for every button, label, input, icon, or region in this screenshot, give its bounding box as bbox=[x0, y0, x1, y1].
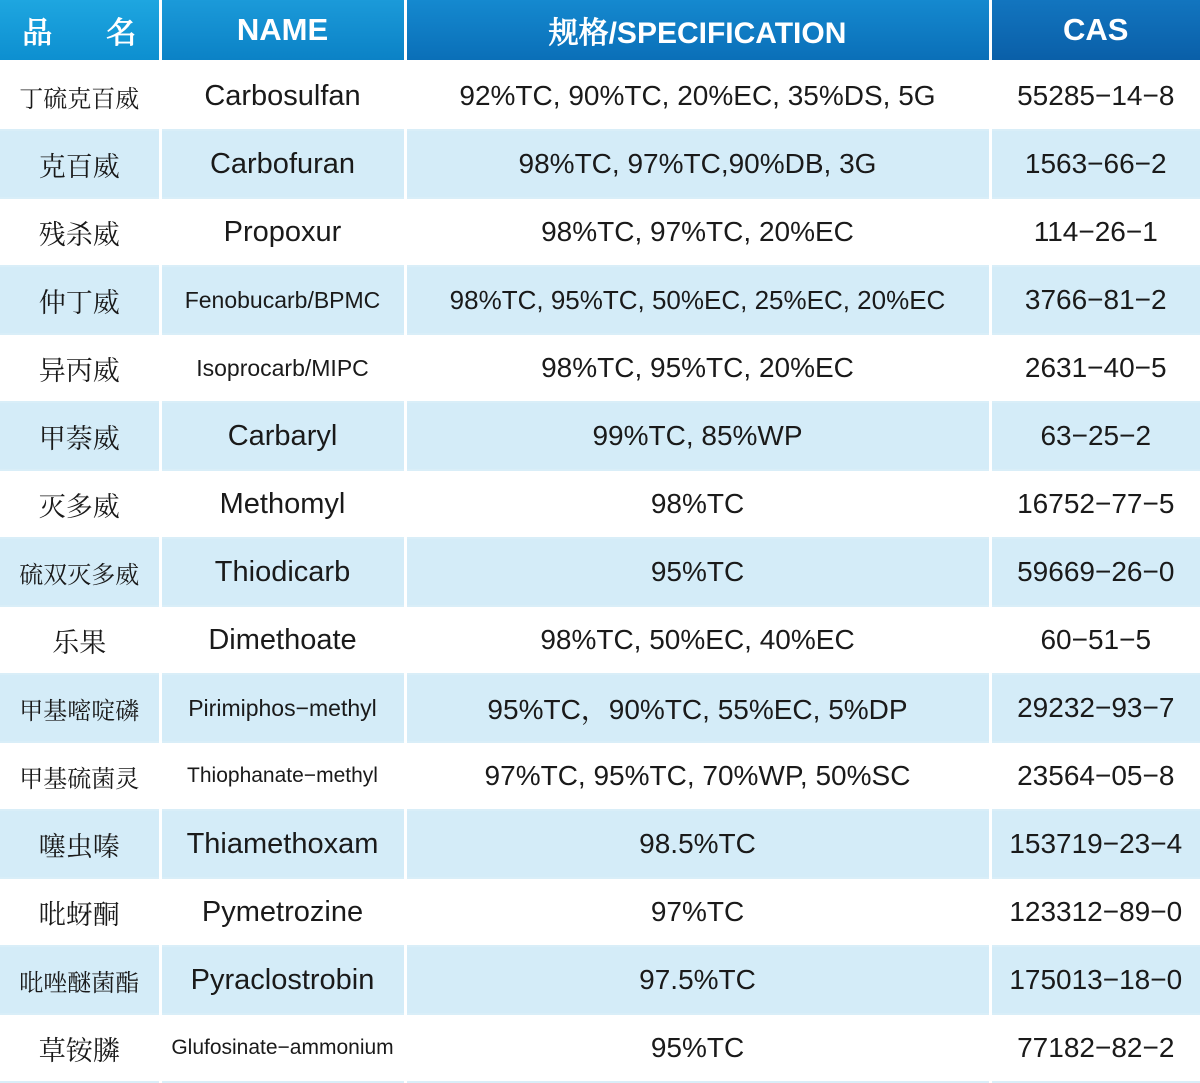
cell-name-cn: 噻虫嗪 bbox=[0, 810, 160, 878]
cell-name-en: Fenobucarb/BPMC bbox=[160, 266, 405, 334]
cell-name-cn: 乐果 bbox=[0, 606, 160, 674]
cell-name-en: Pirimiphos−methyl bbox=[160, 674, 405, 742]
cell-specification: 97%TC, 95%TC, 70%WP, 50%SC bbox=[405, 742, 990, 810]
cell-specification: 98%TC, 50%EC, 40%EC bbox=[405, 606, 990, 674]
cell-name-cn: 甲基嘧啶磷 bbox=[0, 674, 160, 742]
table-row bbox=[0, 742, 1200, 810]
cell-cas: 59669−26−0 bbox=[990, 538, 1200, 606]
column-header-cas: CAS bbox=[990, 0, 1200, 62]
cell-specification: 98%TC, 95%TC, 50%EC, 25%EC, 20%EC bbox=[405, 266, 990, 334]
cell-cas: 23564−05−8 bbox=[990, 742, 1200, 810]
cell-name-en: Carbaryl bbox=[160, 402, 405, 470]
table-header bbox=[0, 0, 1200, 62]
cell-cas: 2631−40−5 bbox=[990, 334, 1200, 402]
cell-name-cn: 甲萘威 bbox=[0, 402, 160, 470]
cell-cas: 153719−23−4 bbox=[990, 810, 1200, 878]
table-row bbox=[0, 674, 1200, 742]
cell-name-cn: 甲基硫菌灵 bbox=[0, 742, 160, 810]
cell-name-cn: 异丙威 bbox=[0, 334, 160, 402]
cell-specification: 98%TC, 97%TC, 20%EC bbox=[405, 198, 990, 266]
table-row bbox=[0, 538, 1200, 606]
table-row bbox=[0, 334, 1200, 402]
table-row bbox=[0, 198, 1200, 266]
cell-cas: 16752−77−5 bbox=[990, 470, 1200, 538]
cell-name-cn: 灭多威 bbox=[0, 470, 160, 538]
cell-name-en: Pyraclostrobin bbox=[160, 946, 405, 1014]
cell-specification: 97.5%TC bbox=[405, 946, 990, 1014]
cell-name-cn: 丁硫克百威 bbox=[0, 62, 160, 131]
cell-name-en: Carbofuran bbox=[160, 130, 405, 198]
cell-cas: 55285−14−8 bbox=[990, 62, 1200, 131]
cell-cas: 29232−93−7 bbox=[990, 674, 1200, 742]
cell-cas: 114−26−1 bbox=[990, 198, 1200, 266]
table-row bbox=[0, 1014, 1200, 1082]
cell-specification: 98%TC, 95%TC, 20%EC bbox=[405, 334, 990, 402]
cell-name-en: Methomyl bbox=[160, 470, 405, 538]
cell-specification: 95%TC bbox=[405, 1014, 990, 1082]
table-row bbox=[0, 62, 1200, 131]
cell-name-en: Glufosinate−ammonium bbox=[160, 1014, 405, 1082]
cell-specification: 92%TC, 90%TC, 20%EC, 35%DS, 5G bbox=[405, 62, 990, 131]
cell-cas: 3766−81−2 bbox=[990, 266, 1200, 334]
table-row bbox=[0, 130, 1200, 198]
cell-specification: 97%TC bbox=[405, 878, 990, 946]
cell-name-cn: 硫双灭多威 bbox=[0, 538, 160, 606]
table-row bbox=[0, 266, 1200, 334]
cell-specification: 98.5%TC bbox=[405, 810, 990, 878]
cell-name-en: Carbosulfan bbox=[160, 62, 405, 131]
cell-specification: 98%TC bbox=[405, 470, 990, 538]
cell-name-en: Propoxur bbox=[160, 198, 405, 266]
table-row bbox=[0, 878, 1200, 946]
table-body bbox=[0, 62, 1200, 1083]
cell-name-en: Pymetrozine bbox=[160, 878, 405, 946]
table-header-row bbox=[0, 0, 1200, 62]
cell-name-cn: 残杀威 bbox=[0, 198, 160, 266]
cell-name-cn: 吡唑醚菌酯 bbox=[0, 946, 160, 1014]
column-header-specification: 规格/SPECIFICATION bbox=[405, 0, 990, 62]
cell-cas: 1563−66−2 bbox=[990, 130, 1200, 198]
cell-name-en: Dimethoate bbox=[160, 606, 405, 674]
cell-name-en: Thiophanate−methyl bbox=[160, 742, 405, 810]
cell-name-en: Thiodicarb bbox=[160, 538, 405, 606]
column-header-name-en: NAME bbox=[160, 0, 405, 62]
cell-name-cn: 仲丁威 bbox=[0, 266, 160, 334]
cell-specification: 99%TC, 85%WP bbox=[405, 402, 990, 470]
cell-cas: 77182−82−2 bbox=[990, 1014, 1200, 1082]
cell-name-en: Isoprocarb/MIPC bbox=[160, 334, 405, 402]
cell-name-en: Thiamethoxam bbox=[160, 810, 405, 878]
cell-name-cn: 克百威 bbox=[0, 130, 160, 198]
table-row bbox=[0, 606, 1200, 674]
cell-specification: 95%TC bbox=[405, 538, 990, 606]
table-row bbox=[0, 810, 1200, 878]
cell-name-cn: 吡蚜酮 bbox=[0, 878, 160, 946]
cell-specification: 98%TC, 97%TC,90%DB, 3G bbox=[405, 130, 990, 198]
table-row bbox=[0, 402, 1200, 470]
cell-cas: 123312−89−0 bbox=[990, 878, 1200, 946]
cell-cas: 60−51−5 bbox=[990, 606, 1200, 674]
cell-specification: 95%TC，90%TC, 55%EC, 5%DP bbox=[405, 674, 990, 742]
cell-cas: 63−25−2 bbox=[990, 402, 1200, 470]
cell-cas: 175013−18−0 bbox=[990, 946, 1200, 1014]
table-row bbox=[0, 470, 1200, 538]
cell-name-cn: 草铵膦 bbox=[0, 1014, 160, 1082]
column-header-name-cn: 品 名 bbox=[0, 0, 160, 62]
table-row bbox=[0, 946, 1200, 1014]
